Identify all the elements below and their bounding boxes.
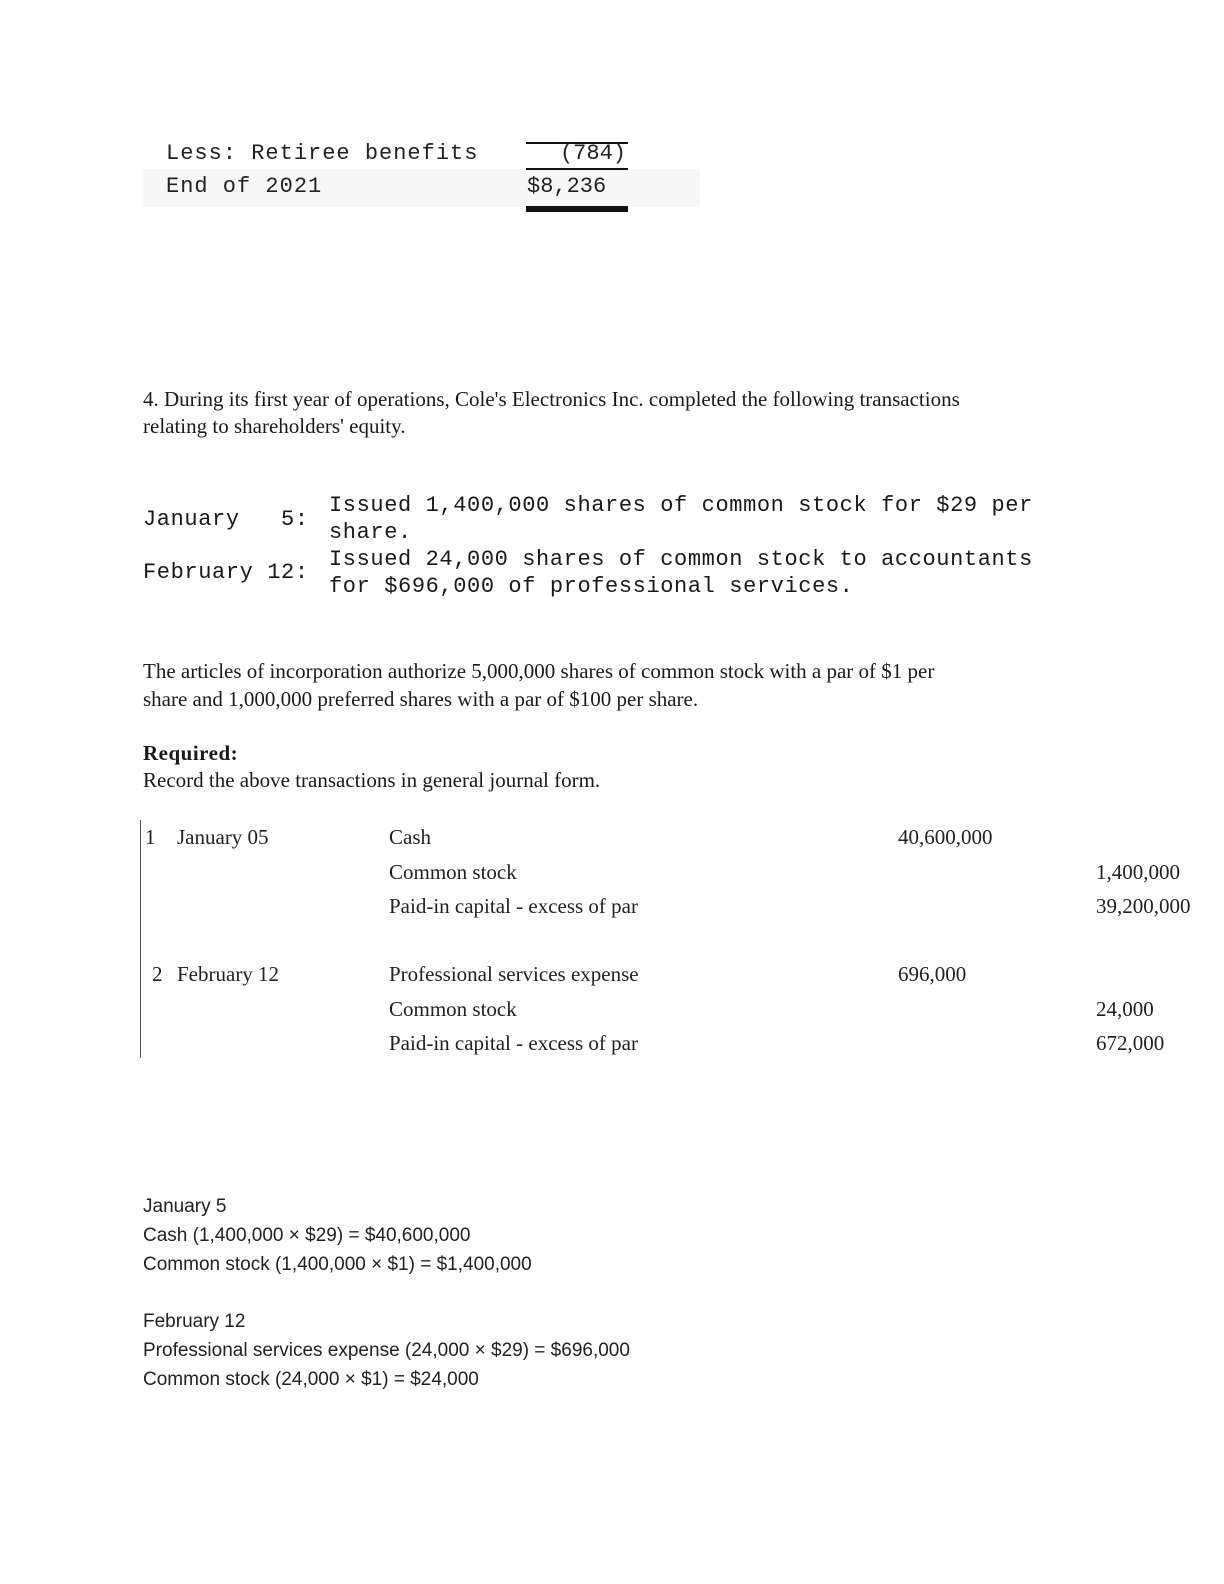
journal-credit: 1,400,000 bbox=[1096, 860, 1180, 884]
journal-credit: 24,000 bbox=[1096, 997, 1154, 1021]
problem-intro-line1: 4. During its first year of operations, Cole's Electronics Inc. completed the following transactions bbox=[143, 387, 960, 411]
calc-feb-common-stock: Common stock (24,000 × $1) = $24,000 bbox=[143, 1369, 479, 1390]
journal-left-border bbox=[140, 820, 141, 1058]
transaction-desc-jan-line2: share. bbox=[329, 520, 412, 545]
transaction-desc-jan-line1: Issued 1,400,000 shares of common stock for $29 per bbox=[329, 493, 1033, 518]
journal-debit: 696,000 bbox=[898, 962, 967, 986]
summary-label-end: End of 2021 bbox=[166, 174, 323, 199]
transaction-date-jan: January 5: bbox=[143, 507, 309, 532]
journal-account: Paid-in capital - excess of par bbox=[389, 894, 638, 918]
summary-label-retiree: Less: Retiree benefits bbox=[166, 141, 479, 166]
journal-credit: 672,000 bbox=[1096, 1031, 1165, 1055]
calc-feb-heading: February 12 bbox=[143, 1311, 246, 1332]
journal-debit: 40,600,000 bbox=[898, 825, 993, 849]
articles-line1: The articles of incorporation authorize 5,000,000 shares of common stock with a par of $1 per bbox=[143, 659, 935, 683]
summary-value-retiree: (784) bbox=[559, 141, 626, 166]
transaction-date-feb: February 12: bbox=[143, 560, 309, 585]
summary-mid-rule bbox=[526, 168, 628, 170]
journal-entry-number: 2 bbox=[152, 962, 163, 986]
summary-value-end: $8,236 bbox=[527, 174, 607, 199]
journal-account: Common stock bbox=[389, 860, 517, 884]
calc-jan-cash: Cash (1,400,000 × $29) = $40,600,000 bbox=[143, 1225, 471, 1246]
required-heading: Required: bbox=[143, 741, 239, 765]
calc-jan-heading: January 5 bbox=[143, 1196, 227, 1217]
journal-entry-date: January 05 bbox=[177, 825, 269, 849]
required-text: Record the above transactions in general journal form. bbox=[143, 768, 601, 792]
calc-feb-expense: Professional services expense (24,000 × $29) = $696,000 bbox=[143, 1340, 630, 1361]
transaction-desc-feb-line1: Issued 24,000 shares of common stock to accountants bbox=[329, 547, 1033, 572]
journal-account: Cash bbox=[389, 825, 431, 849]
transaction-desc-feb-line2: for $696,000 of professional services. bbox=[329, 574, 854, 599]
journal-entry-number: 1 bbox=[145, 825, 156, 849]
journal-entry-date: February 12 bbox=[177, 962, 280, 986]
journal-account: Paid-in capital - excess of par bbox=[389, 1031, 638, 1055]
calc-jan-common-stock: Common stock (1,400,000 × $1) = $1,400,000 bbox=[143, 1254, 532, 1275]
summary-double-rule bbox=[526, 206, 628, 212]
journal-account: Professional services expense bbox=[389, 962, 639, 986]
journal-account: Common stock bbox=[389, 997, 517, 1021]
articles-line2: share and 1,000,000 preferred shares with a par of $100 per share. bbox=[143, 687, 699, 711]
problem-intro-line2: relating to shareholders' equity. bbox=[143, 414, 406, 438]
journal-credit: 39,200,000 bbox=[1096, 894, 1191, 918]
